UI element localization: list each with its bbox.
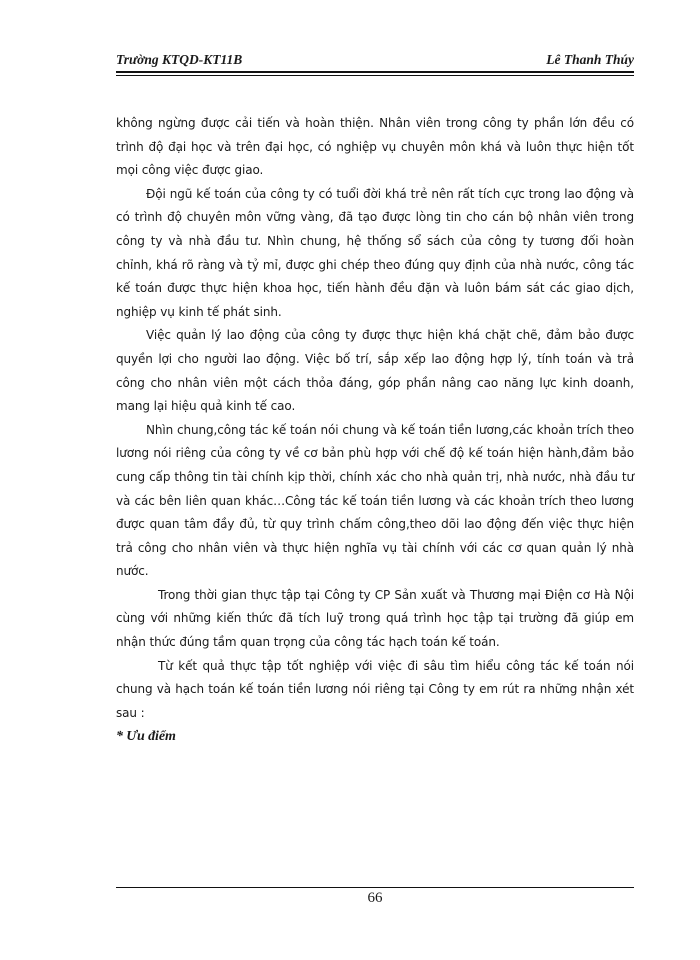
paragraph: Từ kết quả thực tập tốt nghiệp với việc đi sâu tìm hiểu công tác kế toán nói chung và hạch toán kế toán tiền lương nói riêng tại Công ty em rút ra những nhận xét sau : bbox=[116, 658, 634, 720]
paragraph: Trong thời gian thực tập tại Công ty CP Sản xuất và Thương mại Điện cơ Hà Nội cùng với những kiến thức đã tích luỹ trong quá trình học tập tại trường đã giúp em nhận thức đúng tầm quan trọng của công tác hạch toán kế toán. bbox=[116, 587, 634, 650]
paragraph: Đội ngũ kế toán của công ty có tuổi đời khá trẻ nên rất tích cực trong lao động và có trình độ chuyên môn vững vàng, đã tạo được lòng tin cho cán bộ nhân viên trong công ty và nhà đầu tư. Nhìn chung, hệ thống sổ sách của công ty tương đối hoàn chỉnh, khá rõ ràng và tỷ mỉ, được ghi chép theo đúng quy định của nhà nước, công tác kế toán được thực hiện khoa học, tiến hành đều đặn và luôn bám sát các giao dịch, nghiệp vụ kinh tế phát sinh. bbox=[116, 186, 634, 319]
header-rule-thin bbox=[116, 75, 634, 76]
page-number: 66 bbox=[367, 890, 383, 906]
paragraph: Nhìn chung,công tác kế toán nói chung và kế toán tiền lương,các khoản trích theo lương nói riêng của công ty về cơ bản phù hợp với chế độ kế toán hiện hành,đảm bảo cung cấp thông tin tài chính kịp thời, chính xác cho nhà quản trị, nhà nước, nhà đầu tư và các bên liên quan khác…Công tác kế toán tiền lương và các khoản trích theo lương được quan tâm đầy đủ, từ quy trình chấm công,theo dõi lao động đến việc thực hiện trả công cho nhân viên và thực hiện nghĩa vụ tài chính với các cơ quan quản lý nhà nước. bbox=[116, 422, 634, 579]
header-rule bbox=[116, 71, 634, 73]
page-header bbox=[116, 50, 634, 72]
header-author: Lê Thanh Thúy bbox=[546, 52, 634, 67]
paragraph: Việc quản lý lao động của công ty được thực hiện khá chặt chẽ, đảm bảo được quyền lợi cho người lao động. Việc bố trí, sắp xếp lao động hợp lý, tính toán và trả công cho nhân viên một cách thỏa đáng, góp phần nâng cao năng lực kinh doanh, mang lại hiệu quả kinh tế cao. bbox=[116, 328, 634, 414]
paragraph: không ngừng được cải tiến và hoàn thiện. Nhân viên trong công ty phần lớn đều có trình độ đại học và trên đại học, có nghiệp vụ chuyên môn khá và luôn thực hiện tốt mọi công việc được giao. bbox=[116, 116, 634, 178]
header-school: Trường KTQD-KT11B bbox=[116, 52, 243, 67]
footer-rule bbox=[116, 887, 634, 888]
section-heading: * Ưu điểm bbox=[116, 729, 176, 745]
page-body bbox=[116, 112, 634, 749]
